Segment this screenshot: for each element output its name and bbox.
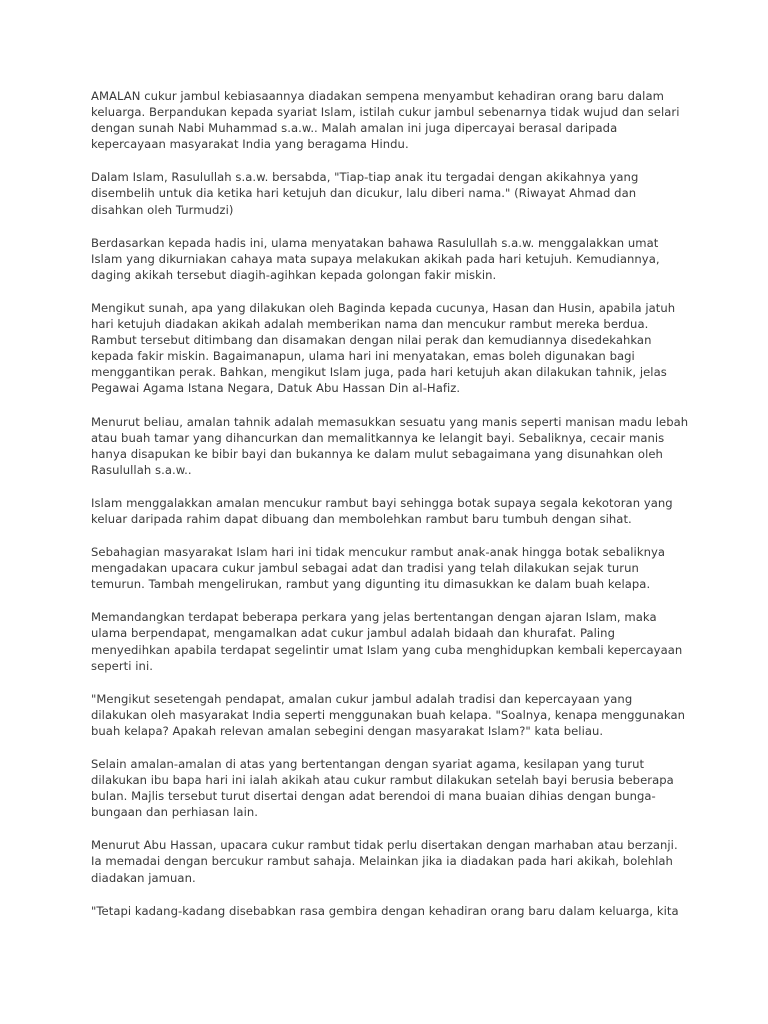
paragraph-2: Dalam Islam, Rasulullah s.a.w. bersabda, "Tiap-tiap anak itu tergadai dengan akikahnya yang disembelih untuk dia ketika hari ketujuh dan dicukur, lalu diberi nama." (Riwayat Ahmad dan disahkan oleh Turmudzi) xyxy=(91,170,639,217)
paragraph-10: Selain amalan-amalan di atas yang bertentangan dengan syariat agama, kesilapan yang turut dilakukan ibu bapa hari ini ialah akikah atau cukur rambut dilakukan setelah bayi berusia beberapa bulan. Majlis tersebut turut disertai dengan adat berendoi di mana buaian dihias dengan bunga-bungaan dan perhiasan lain. xyxy=(91,757,674,820)
paragraph-8: Memandangkan terdapat beberapa perkara yang jelas bertentangan dengan ajaran Islam, maka ulama berpendapat, mengamalkan adat cukur jambul adalah bidaah dan khurafat. Paling menyedihkan apabila terdapat segelintir umat Islam yang cuba menghidupkan kembali kepercayaan seperti ini. xyxy=(91,610,683,673)
paragraph-12: "Tetapi kadang-kadang disebabkan rasa gembira dengan kehadiran orang baru dalam keluarga, kita xyxy=(91,903,679,918)
paragraph-6: Islam menggalakkan amalan mencukur rambut bayi sehingga botak supaya segala kekotoran yang keluar daripada rahim dapat dibuang dan membolehkan rambut baru tumbuh dengan sihat. xyxy=(91,495,673,526)
paragraph-5: Menurut beliau, amalan tahnik adalah memasukkan sesuatu yang manis seperti manisan madu lebah atau buah tamar yang dihancurkan dan memalitkannya ke lelangit bayi. Sebaliknya, cecair manis hanya disapukan ke bibir bayi dan bukannya ke dalam mulut sebagaimana yang disunahkan oleh Rasulullah s.a.w.. xyxy=(91,414,689,477)
paragraph-1: AMALAN cukur jambul kebiasaannya diadakan sempena menyambut kehadiran orang baru dalam keluarga. Berpandukan kepada syariat Islam, istilah cukur jambul sebenarnya tidak wujud dan selari dengan sunah Nabi Muhammad s.a.w.. Malah amalan ini juga dipercayai berasal daripada kepercayaan masyarakat India yang beragama Hindu. xyxy=(91,89,680,152)
article-body xyxy=(91,88,691,936)
paragraph-7: Sebahagian masyarakat Islam hari ini tidak mencukur rambut anak-anak hingga botak sebaliknya mengadakan upacara cukur jambul sebagai adat dan tradisi yang telah dilakukan sejak turun temurun. Tambah mengelirukan, rambut yang digunting itu dimasukkan ke dalam buah kelapa. xyxy=(91,545,666,592)
paragraph-11: Menurut Abu Hassan, upacara cukur rambut tidak perlu disertakan dengan marhaban atau berzanji. Ia memadai dengan bercukur rambut sahaja. Melainkan jika ia diadakan pada hari akikah, bolehlah diadakan jamuan. xyxy=(91,838,678,885)
paragraph-3: Berdasarkan kepada hadis ini, ulama menyatakan bahawa Rasulullah s.a.w. menggalakkan umat Islam yang dikurniakan cahaya mata supaya melakukan akikah pada hari ketujuh. Kemudiannya, daging akikah tersebut diagih-agihkan kepada golongan fakir miskin. xyxy=(91,235,660,282)
paragraph-9: "Mengikut sesetengah pendapat, amalan cukur jambul adalah tradisi dan kepercayaan yang dilakukan oleh masyarakat India seperti menggunakan buah kelapa. "Soalnya, kenapa menggunakan buah kelapa? Apakah relevan amalan sebegini dengan masyarakat Islam?" kata beliau. xyxy=(91,691,685,738)
paragraph-4: Mengikut sunah, apa yang dilakukan oleh Baginda kepada cucunya, Hasan dan Husin, apabila jatuh hari ketujuh diadakan akikah adalah memberikan nama dan mencukur rambut mereka berdua. Rambut tersebut ditimbang dan disamakan dengan nilai perak dan kemudiannya disedekahkan kepada fakir miskin. Bagaimanapun, ulama hari ini menyatakan, emas boleh digunakan bagi menggantikan perak. Bahkan, mengikut Islam juga, pada hari ketujuh akan dilakukan tahnik, jelas Pegawai Agama Istana Negara, Datuk Abu Hassan Din al-Hafiz. xyxy=(91,300,676,396)
